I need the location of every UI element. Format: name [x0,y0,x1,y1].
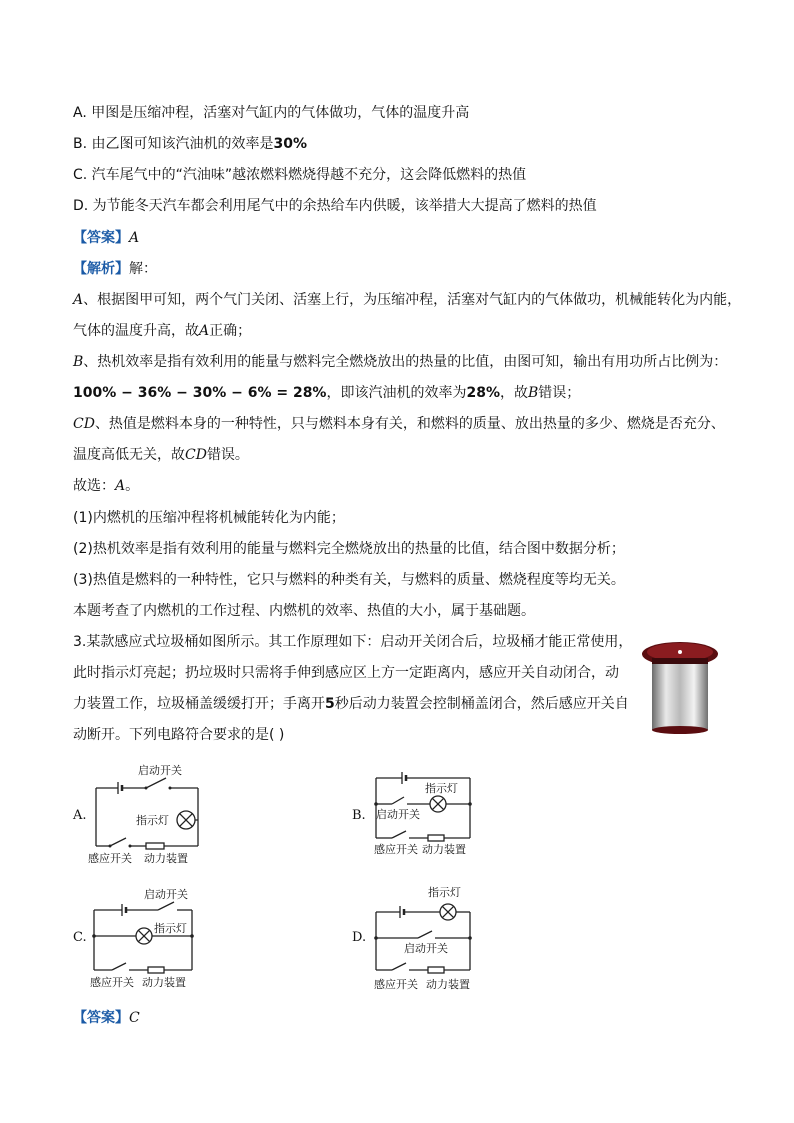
circuit-c-start-label: 启动开关 [144,888,188,901]
option-b [73,134,307,154]
analysis-a-line1 [73,290,741,310]
circuit-b-lamp-label: 指示灯 [425,782,458,795]
analysis-b-line2 [73,383,580,403]
circuit-a-lamp-label: 指示灯 [136,814,169,827]
var-a2: A [199,323,210,339]
analysis-b2-mid2: ，故 [499,385,528,401]
efficiency-formula: 100% − 36% − 30% − 6% = 28% [73,385,327,401]
analysis-b2-mid: ，即该汽油机的效率为 [326,385,467,401]
circuit-c [88,884,218,994]
analysis-header [73,259,157,279]
analysis-c2-text: 温度高低无关，故 [73,447,185,463]
circuit-b-start-label: 启动开关 [376,808,420,821]
point-2: (2)热机效率是指有效利用的能量与燃料完全燃烧放出的热量的比值，结合图中数据分析； [73,541,625,557]
answer-label: 【答案】 [73,230,129,246]
q3-line2: 此时指示灯亮起；扔垃圾时只需将手伸到感应区上方一定距离内，感应开关自动闭合，动 [73,665,619,681]
analysis-a2-text: 气体的温度升高，故 [73,323,199,339]
analysis-b-line1 [73,352,727,372]
circuit-c-lamp-label: 指示灯 [154,922,187,935]
option-a-letter: A. [73,808,87,823]
trash-bin-image [640,636,720,736]
option-b-text: B. 由乙图可知该汽油机的效率是 [73,136,274,152]
circuit-a-start-label: 启动开关 [138,764,182,777]
analysis-a-text: 、根据图甲可知，两个气门关闭、活塞上行，为压缩冲程，活塞对气缸内的气体做功，机械能转化为内能， [83,292,742,308]
circuit-d-motor-label: 动力装置 [426,978,470,991]
analysis-cd-text: 、热值是燃料本身的一种特性，只与燃料本身有关，和燃料的质量、放出热量的多少、燃烧是否充分、 [94,416,725,432]
option-d-letter: D. [352,930,367,945]
var-cd2: CD [185,447,207,463]
circuit-b-motor-label: 动力装置 [422,843,466,856]
circuit-b [370,770,480,860]
var-a: A [73,292,84,308]
analysis-b2-end: 错误； [538,385,581,401]
q3-l3-prefix: 力装置工作，垃圾桶盖缓缓打开；手离开 [73,696,325,712]
choose-end: 。 [125,478,140,494]
answer-3 [73,1008,140,1028]
var-cd: CD [73,416,95,432]
circuit-c-motor-label: 动力装置 [142,976,186,989]
option-b-letter: B. [352,808,366,823]
circuit-d-start-label: 启动开关 [404,942,448,955]
efficiency-value: 28% [466,385,500,401]
circuit-d-lamp-label: 指示灯 [428,886,461,899]
choose-prefix: 故选： [73,478,115,494]
option-c: C. 汽车尾气中的“汽油味”越浓燃料燃烧得越不充分，这会降低燃料的热值 [73,167,527,183]
analysis-a-line2 [73,321,251,341]
analysis-cd-line2 [73,445,249,465]
circuit-d-sensor-label: 感应开关 [374,978,418,991]
option-b-value: 30% [273,136,308,152]
circuit-b-sensor-label: 感应开关 [374,843,418,856]
circuit-a [88,758,218,868]
q3-line1: 3.某款感应式垃圾桶如图所示。其工作原理如下：启动开关闭合后，垃圾桶才能正常使用， [73,634,633,650]
circuit-a-motor-label: 动力装置 [144,852,188,865]
analysis-label: 【解析】 [73,261,129,277]
analysis-cd-line1 [73,414,725,434]
summary: 本题考查了内燃机的工作过程、内燃机的效率、热值的大小，属于基础题。 [73,603,535,619]
analysis-b-text: 、热机效率是指有效利用的能量与燃料完全燃烧放出的热量的比值，由图可知，输出有用功所占比例为： [83,354,728,370]
q3-l3-suffix: 秒后动力装置会控制桶盖闭合，然后感应开关自 [334,696,629,712]
option-c-letter: C. [73,930,87,945]
q3-line4: 动断开。下列电路符合要求的是( ) [73,727,285,743]
var-b: B [73,354,84,370]
circuit-c-sensor-label: 感应开关 [90,976,134,989]
choose-var: A [115,478,126,494]
choose-line [73,476,139,496]
analysis-c2-end: 错误。 [206,447,249,463]
analysis-intro: 解： [129,261,157,277]
circuit-d [368,882,488,994]
option-a: A. 甲图是压缩冲程，活塞对气缸内的气体做功，气体的温度升高 [73,105,470,121]
circuit-a-sensor-label: 感应开关 [88,852,132,865]
point-1: (1)内燃机的压缩冲程将机械能转化为内能； [73,510,345,526]
answer-1 [73,228,139,248]
answer3-label: 【答案】 [73,1010,129,1026]
q3-line3 [73,694,629,714]
answer-value: A [129,230,140,246]
var-b2: B [527,385,539,401]
option-d: D. 为节能冬天汽车都会利用尾气中的余热给车内供暖，该举措大大提高了燃料的热值 [73,198,597,214]
answer3-value: C [129,1010,140,1026]
analysis-a2-end: 正确； [209,323,252,339]
q3-l3-num: 5 [325,696,335,712]
point-3: (3)热值是燃料的一种特性，它只与燃料的种类有关，与燃料的质量、燃烧程度等均无关。 [73,572,625,588]
